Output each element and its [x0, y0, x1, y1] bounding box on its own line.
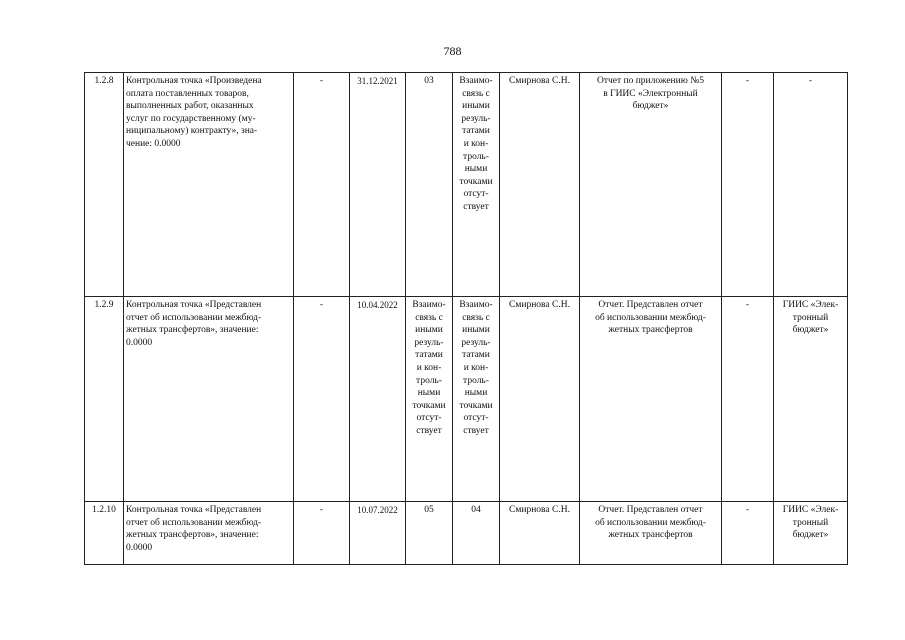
date-cell: 10.07.2022	[350, 502, 406, 565]
control-point-name: Контрольная точка «Произведена оплата поставленных товаров, выполненных работ, оказанных услуг по государственному (му- ниципальному) контракту», зна- чение: 0.0000	[124, 73, 294, 297]
code-cell: 05	[406, 502, 453, 565]
date-cell: 10.04.2022	[350, 297, 406, 502]
date-cell: 31.12.2021	[350, 73, 406, 297]
document-cell: Отчет по приложению №5 в ГИИС «Электронный бюджет»	[580, 73, 722, 297]
table-row	[85, 502, 848, 565]
page-number: 788	[443, 44, 462, 58]
responsible-cell: Смирнова С.Н.	[500, 297, 580, 502]
relation-cell: Взаимо- связь с иными резуль- татами и кон- троль- ными точками отсут- ствует	[453, 73, 500, 297]
responsible-cell: Смирнова С.Н.	[500, 73, 580, 297]
dash-cell: -	[722, 297, 774, 502]
relation-cell: Взаимо- связь с иными резуль- татами и кон- троль- ными точками отсут- ствует	[453, 297, 500, 502]
row-number: 1.2.8	[85, 73, 124, 297]
relation-cell: 04	[453, 502, 500, 565]
dash-cell: -	[722, 502, 774, 565]
predecessor-cell: -	[294, 502, 350, 565]
row-number: 1.2.10	[85, 502, 124, 565]
predecessor-cell: -	[294, 297, 350, 502]
document-cell: Отчет. Представлен отчет об использовании межбюд- жетных трансфертов	[580, 502, 722, 565]
row-number: 1.2.9	[85, 297, 124, 502]
predecessor-cell: -	[294, 73, 350, 297]
system-cell: ГИИС «Элек- тронный бюджет»	[774, 502, 848, 565]
document-cell: Отчет. Представлен отчет об использовании межбюд- жетных трансфертов	[580, 297, 722, 502]
code-cell: Взаимо- связь с иными резуль- татами и кон- троль- ными точками отсут- ствует	[406, 297, 453, 502]
dash-cell: -	[722, 73, 774, 297]
system-cell: -	[774, 73, 848, 297]
table-row	[85, 297, 848, 502]
control-points-table	[84, 72, 848, 565]
system-cell: ГИИС «Элек- тронный бюджет»	[774, 297, 848, 502]
table-row	[85, 73, 848, 297]
control-point-name: Контрольная точка «Представлен отчет об использовании межбюд- жетных трансфертов», значение: 0.0000	[124, 297, 294, 502]
responsible-cell: Смирнова С.Н.	[500, 502, 580, 565]
control-point-name: Контрольная точка «Представлен отчет об использовании межбюд- жетных трансфертов», значение: 0.0000	[124, 502, 294, 565]
code-cell: 03	[406, 73, 453, 297]
